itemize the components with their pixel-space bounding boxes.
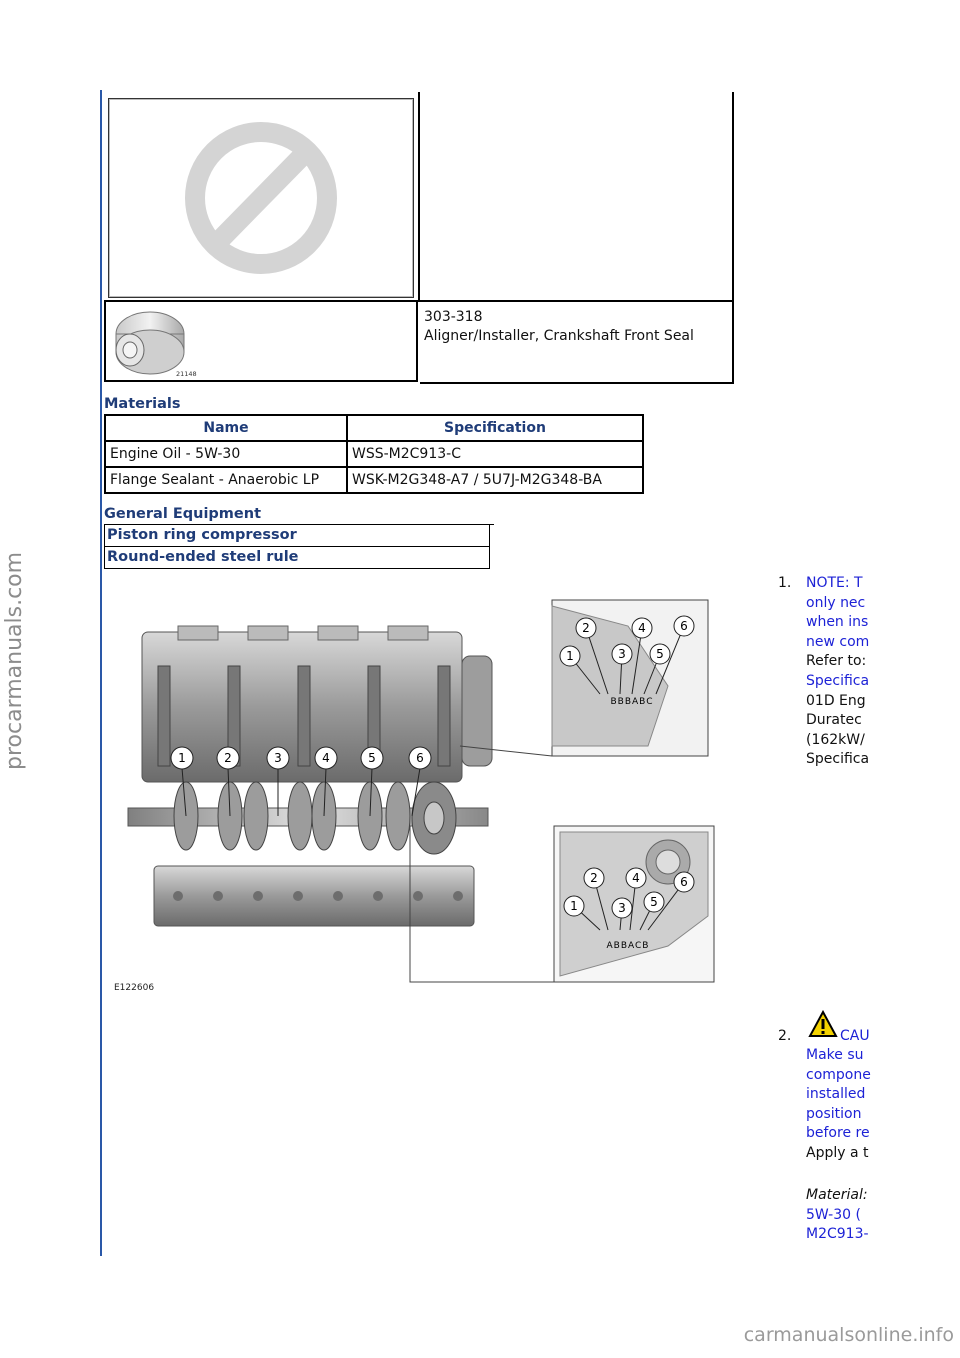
prohibited-icon [109, 99, 413, 297]
materials-heading: Materials [104, 396, 181, 412]
callout-label: 4 [322, 751, 330, 765]
specification-link[interactable]: Specifica [806, 672, 870, 689]
watermark-bottom: carmanualsonline.info [743, 1324, 954, 1346]
step-line: compone [806, 1066, 871, 1083]
tool-image-cell [104, 302, 418, 382]
column-header: Name [105, 415, 347, 441]
callout-label: 5 [656, 647, 664, 661]
step-line: NOTE: T [806, 575, 863, 591]
table-cell: Engine Oil - 5W-30 [105, 441, 347, 467]
callout-label: 3 [274, 751, 282, 765]
crankshaft [128, 782, 488, 854]
tool-image-cell [104, 92, 420, 302]
table-cell: Flange Sealant - Anaerobic LP [105, 467, 347, 493]
step-line: only nec [806, 594, 866, 611]
list-item: Round-ended steel rule [104, 547, 490, 569]
step-line: before re [806, 1125, 870, 1142]
step-number: 1. [778, 575, 792, 591]
callout-label: 1 [566, 649, 574, 663]
step-line: Refer to: [806, 653, 867, 670]
inset-top [552, 600, 708, 756]
step-line: when ins [806, 614, 869, 631]
step-2-text [806, 1046, 884, 1164]
material-link[interactable]: 5W-30 ( [806, 1206, 861, 1223]
tool-text-cell [420, 92, 734, 302]
materials-table [104, 414, 644, 494]
step-line: Make su [806, 1047, 864, 1063]
callout-label: 5 [368, 751, 376, 765]
step-number: 2. [778, 1028, 792, 1044]
general-equipment-heading: General Equipment [104, 506, 262, 522]
material-link[interactable]: M2C913- [806, 1226, 869, 1243]
callout-label: 3 [618, 901, 626, 915]
list-item: Piston ring compressor [104, 525, 490, 547]
callout-label: 4 [632, 871, 640, 885]
callout-label: 2 [590, 871, 598, 885]
step-line: position [806, 1105, 862, 1122]
callout-label: 6 [680, 619, 688, 633]
step-line: new com [806, 633, 870, 650]
callout-label: 3 [618, 647, 626, 661]
table-cell: WSS-M2C913-C [347, 441, 643, 467]
step-line: 01D Eng [806, 692, 866, 709]
material-block [806, 1186, 884, 1245]
step-line: Duratec [806, 712, 862, 729]
callout-label: 5 [650, 895, 658, 909]
table-cell: WSK-M2G348-A7 / 5U7J-M2G348-BA [347, 467, 643, 493]
page-margin-rule [100, 90, 102, 1256]
tool-text-cell [420, 302, 734, 384]
callout-label: 6 [416, 751, 424, 765]
special-tools-table [104, 92, 734, 384]
step-line: Specifica [806, 751, 870, 768]
caution-icon [808, 1010, 838, 1038]
figure-id: E122606 [114, 983, 155, 993]
step-line: (162kW/ [806, 731, 865, 748]
step-line: Apply a t [806, 1144, 869, 1161]
callout-label: 1 [178, 751, 186, 765]
bedplate [154, 866, 474, 926]
callout-label: 6 [680, 875, 688, 889]
callout-label: 2 [224, 751, 232, 765]
table-header-row [105, 415, 643, 441]
image-caption: 21148 [176, 370, 197, 378]
step-1-text [806, 574, 884, 770]
callout-label: 2 [582, 621, 590, 635]
callout-label: 1 [570, 899, 578, 913]
step-line: installed [806, 1086, 866, 1103]
crankshaft-figure [108, 596, 720, 996]
caution-label: CAU [840, 1028, 870, 1044]
not-available-image [108, 98, 414, 298]
general-equipment-table [104, 524, 490, 569]
tool-description [424, 308, 694, 346]
tool-number: 303-318 [424, 309, 483, 325]
inset-bottom [554, 826, 714, 982]
seal-installer-image [108, 304, 208, 378]
inset-codes: ABBACB [606, 941, 650, 951]
callout-label: 4 [638, 621, 646, 635]
column-header: Specification [347, 415, 643, 441]
table-row [105, 441, 643, 467]
watermark-side: procarmanuals.com [2, 551, 27, 770]
material-label: Material: [806, 1187, 868, 1203]
table-row [105, 467, 643, 493]
inset-codes: BBBABC [610, 697, 654, 707]
tool-name: Aligner/Installer, Crankshaft Front Seal [424, 328, 694, 344]
